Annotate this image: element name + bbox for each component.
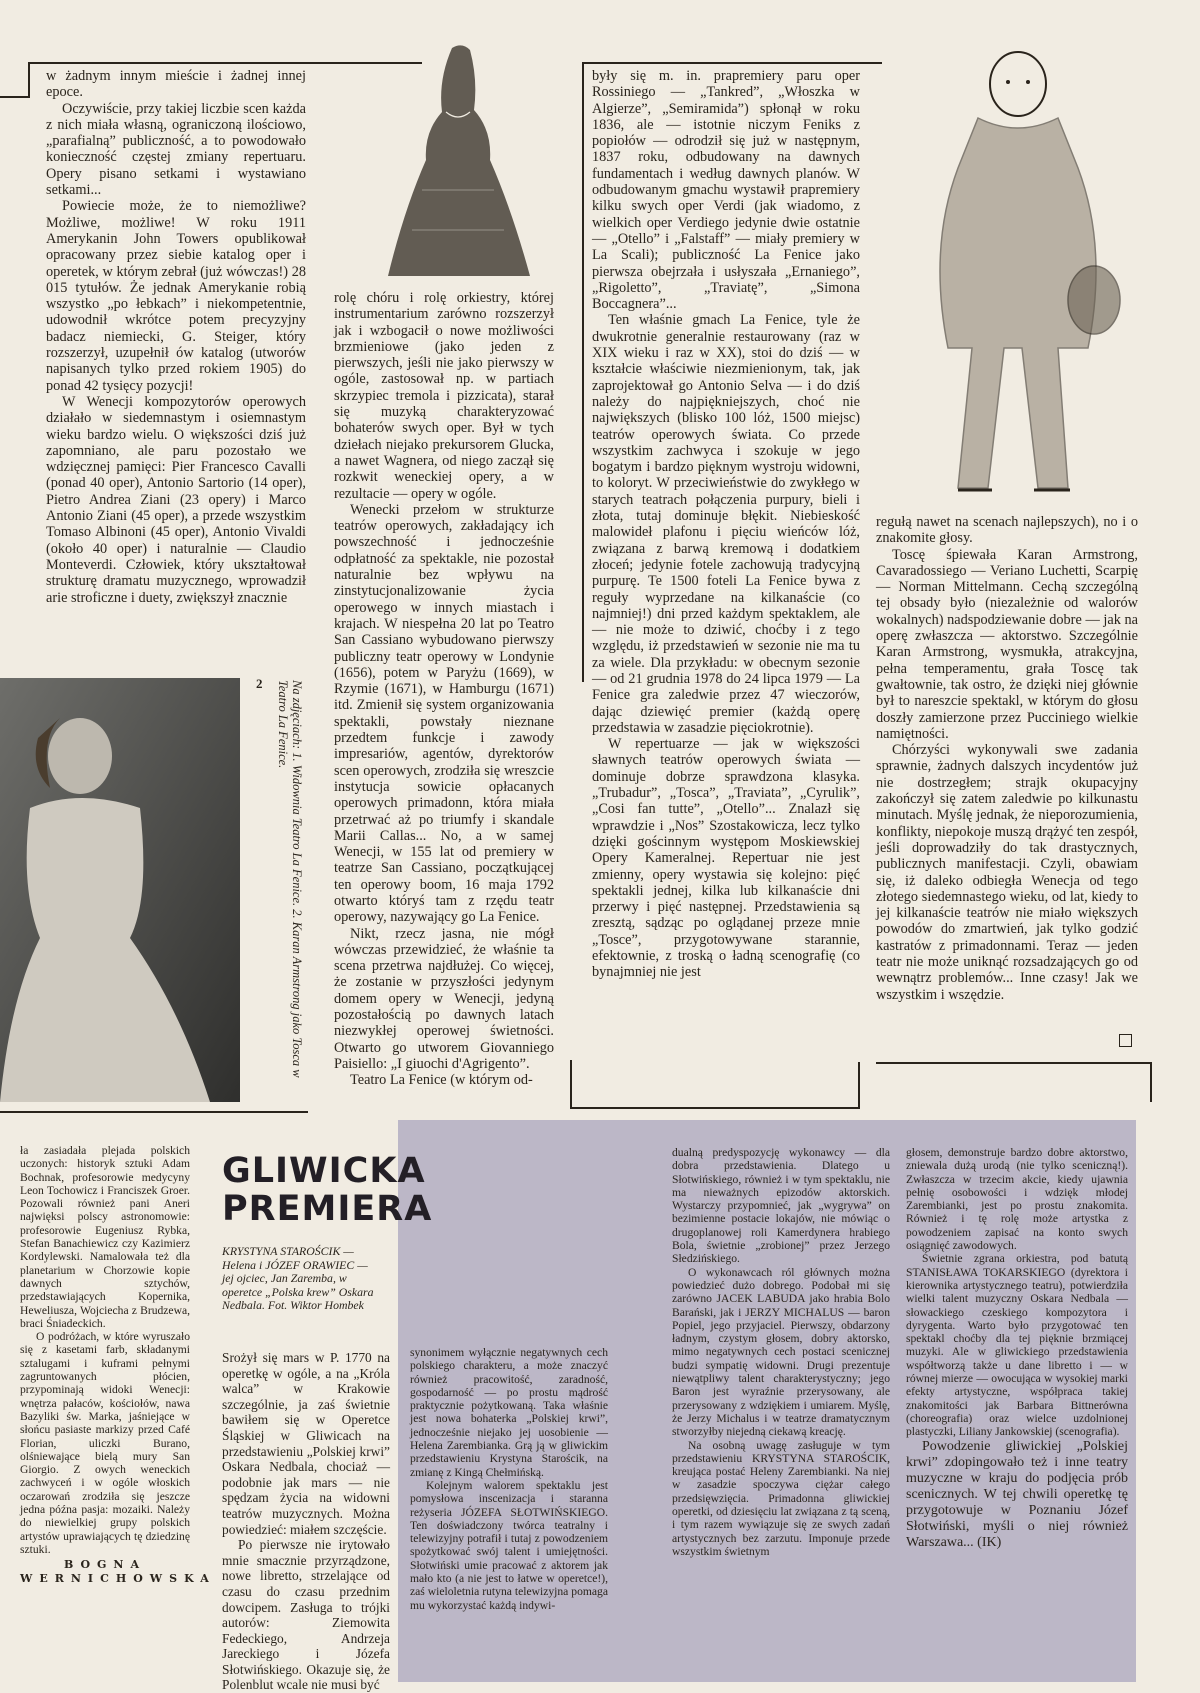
illustration-hooded-figure xyxy=(382,40,534,280)
review-paragraph: O wykonawcach ról głównych można powiedzieć dużo dobrego. Podobał mi się zarówno JACEK LABUDA jako hrabia Bolo Barański, jak i JERZY MICHALUS — baron Popiel, jego przyjaciel. Pierwszy, obdarzony ładnym, czystym głosem, dobry aktorsko, mimo negatywnych cech postaci scenicznej budzi sympatię widowni. Drugi prezentuje niewątpliwy talent charakterystyczny; jego Baron jest wyraźnie przerysowany, ale przerysowany z wdziękiem i umiarem. Myślę, że Jerzy Michalus i w teatrze dramatycznym stworzyłby niejedną ciekawą kreację. xyxy=(672,1265,890,1439)
side-article-paragraph: O podróżach, w które wyruszało się z kasetami farb, składanymi sztalugami i kuframi pełnymi zagruntowanych płócien, przypominają widoki Wenecji: wnętrza pałaców, kościołów, nawa Bazyliki św. Marka, jaśniejące w słońcu pasiaste markizy przed Café Florian, uliczki Burano, olśniewające bielą mury San Giorgio. Z owych weneckich zachwyceń i w ogóle włoskich oczarowań zrodziła się jeszcze jedna późna pasja: mozaiki. Należy do niewielkiej grupy polskich artystów uprawiających tę dziedzinę sztuki. xyxy=(20,1330,190,1556)
top-rule-left xyxy=(0,96,30,98)
review-paragraph: Kolejnym walorem spektaklu jest pomysłowa inscenizacja i staranna reżyseria JÓZEFA SŁOTWIŃSKIEGO. Ten doświadczony twórca teatralny i telewizyjny potrafił i tutaj z powodzeniem spożytkować swój talent i umiejętności. Słotwiński umie pracować z aktorem jak mało kto (a nie jest to łatwe w operetce!), zaś wieloletnia rutyna telewizyjna pomaga mu wykorzystać każdą indywi- xyxy=(410,1478,608,1612)
top-rule-left-vertical xyxy=(28,62,30,98)
article-paragraph: regułą nawet na scenach najlepszych), no i o znakomite głosy. xyxy=(876,514,1138,547)
frame-col3-left xyxy=(582,62,584,682)
illustration-pierrot-figure xyxy=(918,48,1134,510)
article-paragraph: były się m. in. prapremiery paru oper Rossiniego — „Tankred”, „Włoszka w Algierze”, „Semiramida”) spłonął w roku 1836, ale — istotnie niczym Feniks z popiołów — odrodził się już w następnym, 1837 roku, odbudowany na dawnych fundamentach i według dawnych planów. W odbudowanym gmachu wystawił prapremiery kilku swych oper Verdi (jak wiadomo, z wielkich oper Verdiego jedynie dwie ostatnie — „Otello” i „Falstaff” — miały premiery w La Scali); publiczność La Fenice jako pierwsza obejrzała i usłyszała „Ernaniego”, „Rigoletto”, „Traviatę”, „Simona Boccagnera”... xyxy=(592,68,860,313)
article-paragraph: Wenecki przełom w strukturze teatrów operowych, zakładający ich powszechność i jednocześnie odpłatność za spektakle, nie pozostał naturalnie bez wpływu na zinstytucjonalizowanie życia operowego w innych miastach i krajach. W niespełna 20 lat po Teatro San Cassiano wybudowano pierwszy publiczny teatr operowy w Londynie (1656), potem w Paryżu (1669), w Rzymie (1671), w Hamburgu (1671) itd. Zmienił się system organizowania spektakli, powstały nieznane przedtem funkcje i zawody impresariów, agentów, dyrektorów scen operowych, zrodziła się wreszcie instytucja sowicie opłacanych operowych primadonn, która miała przetrwać aż po triumfy i skandale Marii Callas... No, a w samej Wenecji, w 155 lat od premiery w teatrze San Cassiano, początkującej ten operowy boom, 16 maja 1792 otwarto któryś tam z rzędu teatr operowy, nazywający go La Fenice. xyxy=(334,501,554,926)
review-column-4 xyxy=(906,1146,1128,1676)
review-paragraph: Na osobną uwagę zasługuje w tym przedstawieniu KRYSTYNA STAROŚCIK, kreująca postać Heleny Zarembianki. Na niej w zasadzie spoczywa ciężar całego przedsięwzięcia. Primadonna gliwickiej operetki, od dziesięciu lat związana z tą sceną, i tym razem wywiązuje się ze swych zadań artystycznych bez zarzutu. Imponuje przede wszystkim świetnym xyxy=(672,1438,890,1558)
frame-bottom-rule xyxy=(570,1107,860,1109)
review-column-1 xyxy=(222,1350,390,1693)
photo-karan-armstrong-tosca xyxy=(0,678,240,1102)
top-rule-col1 xyxy=(28,62,422,64)
article-paragraph: Oczywiście, przy takiej liczbie scen każda z nich miała własną, ograniczoną ilościowo, „parafialną” publiczność, a to powodowało konieczność częstej zmiany repertuaru. Opery pisano setkami i wystawiano setkami... xyxy=(46,100,306,199)
review-photo-caption: KRYSTYNA STAROŚCIK — Helena i JÓZEF ORAWIEC — jej ojciec, Jan Zaremba, w operetce „Polska krew” Oskara Nedbala. Fot. Wiktor Hombek xyxy=(222,1244,374,1312)
side-article-signature: BOGNA WERNICHOWSKA xyxy=(20,1558,216,1585)
article-column-3 xyxy=(592,68,860,1104)
article-paragraph: Powiecie może, że to niemożliwe? Możliwe, możliwe! W roku 1911 Amerykanin John Towers opublikował opracowany przez siebie katalog oper i operetek, w którym zebrał (już wówczas!) 28 015 tytułów. Że jednak Amerykanie robią wszystko „po łebkach” i niekompetentnie, udowodnił wkrótce potem precyzyjny badacz niemiecki, G. Steiger, który rozszerzył, uzupełnił ów katalog (utworów napisanych tylko przed rokiem 1905) do ponad 42 tysięcy pozycji! xyxy=(46,198,306,394)
top-rule-col3 xyxy=(582,62,882,64)
review-paragraph: Świetnie zgrana orkiestra, pod batutą STANISŁAWA TOKARSKIEGO (dyrektora i kierownika artystycznego teatru), potwierdziła wielki talent muzyczny Oskara Nedbala — słowackiego czeskiego kompozytora i dyrygenta. Warto było przygotować ten spektakl choćby dla tej pięknie brzmiącej muzyki. Ale w gliwickiego przedstawienia współtworzą także u dane libretto i — w równej mierze — owocująca w wysokiej marki efekty artystyczne, współpraca takiej znakomitości jak Barbara Bittnerówna (choreografia) oraz wielce uzdolnionej plastyczki, Liliany Jankowskiej (scenografia). xyxy=(906,1252,1128,1439)
review-paragraph: Srożył się mars w P. 1770 na operetkę w ogóle, a na „Króla walca” w Krakowie szczególnie, ja zaś świetnie bawiłem się w Operetce Śląskiej w Gliwicach na przedstawieniu „Polskiej krwi” Oskara Nedbala, chociaż — podobnie jak mars — nie spędzam życia na widowni teatrów muzycznych. Można powiedzieć: miałem szczęście. xyxy=(222,1350,390,1537)
review-paragraph: dualną predyspozycję wykonawcy — dla dobra przedstawienia. Dlatego u Słotwińskiego, również i w tym spektaklu, nie ma nieważnych epizodów aktorskich. Wystarczy przypomnieć, jak „wygrywa” on bezimienne postacie lokajów, nie mówiąc o drugoplanowej roli Kamerdynera hrabiego Bola, świetnie „zrobionej” przez Jerzego Słedzińskiego. xyxy=(672,1146,890,1266)
side-article-column xyxy=(20,1144,216,1682)
article-column-1 xyxy=(46,68,306,668)
article-column-2 xyxy=(334,290,554,1089)
review-title-line-1: GLIWICKA xyxy=(222,1151,426,1191)
article-paragraph: rolę chóru i rolę orkiestry, której instrumentarium zarówno rozszerzył jak i wzbogacił o nowe możliwości brzmieniowe (jako jeden z pierwszych, jeśli nie jako pierwszy w ogóle, zastosował np. w partiach skrzypiec tremola i pizzicata), starał się muzyką charakteryzować bohaterów swych oper. Był w tych dziełach niejako prekursorem Glucka, a nawet Wagnera, od niego zaczął się rozkwit weneckiej opery, a w rezultacie — opery w ogóle. xyxy=(334,290,554,502)
article-end-mark xyxy=(1119,1034,1132,1047)
review-paragraph: głosem, demonstruje bardzo dobre aktorstwo, zniewala dużą urodą (nie tylko sceniczną!). Zwłaszcza w trzecim akcie, kiedy ujawnia pełnię osobowości i wdzięk młodej Zarembianki, jest po prostu znakomita. Również i tę rolę może artystka z powodzeniem zapisać na konto swych osiągnięć zawodowych. xyxy=(906,1146,1128,1253)
frame-col2-bottom-left xyxy=(570,1060,572,1108)
review-paragraph: Powodzenie gliwickiej „Polskiej krwi” zdopingowało też i inne teatry muzyczne w kraju do podjęcia prób scenicznych. W tej chwili operetkę tę przygotowuje w Poznaniu Józef Słotwiński, myśli o niej również Warszawa... (IK) xyxy=(906,1438,1128,1550)
review-column-3 xyxy=(672,1146,890,1676)
review-title-line-2: PREMIERA xyxy=(222,1189,433,1229)
frame-col4-left xyxy=(876,1062,1151,1064)
review-paragraph: Po pierwsze nie irytowało mnie smacznie przyrządzone, nowe libretto, strzelające od czasu do czasu przednim dowcipem. Zasługa to trójki autorów: Ziemowita Fedeckiego, Andrzeja Jareckiego i Józefa Słotwińskiego. Okazuje się, że Polenblut wcale nie musi być xyxy=(222,1537,390,1693)
photo-number: 2 xyxy=(256,676,263,691)
article-paragraph: W Wenecji kompozytorów operowych działało w siedemnastym i osiemnastym wieku bardzo wielu. O większości dziś już zapomniano, ale paru pozostało we wdzięcznej pamięci: Pier Francesco Cavalli (ponad 40 oper), Antonio Sartorio (14 oper), Pietro Andrea Ziani (23 opery) i Marco Antonio Ziani (45 oper), a przede wszystkim Tomaso Albinoni (45 oper), Antonio Vivaldi (około 40 oper) i naturalnie — Claudio Monteverdi. Człowiek, który ukształtował strukturę dramatu muzycznego, wprowadził arie stroficzne i duety, zwiększył znacznie xyxy=(46,393,306,606)
article-paragraph: Chórzyści wykonywali swe zadania sprawnie, żadnych dalszych incydentów już nie dostrzegłem; strajk okupacyjny zakończył się zatem zaledwie po kilkunastu minutach. Myślę jednak, że nieporozumienia, konflikty, niepokoje muszą drążyć ten zespół, jeśli doprowadziły do tak drastycznych, publicznych manifestacji. Czyli, obawiam się, iż daleko odbiegła Wenecja od tego złotego siedemnastego wieku, od lat, kiedy to jej kilkanaście teatrów nie miało większych powodów do zmartwień, jak tylko godzić kastratów z primadonnami. Teraz — jeden teatr nie może uniknąć rozsadzających go od wewnątrz problemów... Inne czasy! Jak we wszystkim i wszędzie. xyxy=(876,742,1138,1003)
frame-col4-right xyxy=(1150,1062,1152,1102)
article-paragraph: Ten właśnie gmach La Fenice, tyle że dwukrotnie generalnie restaurowany (raz w XIX wieku i raz w XX), stoi do dziś — w kształcie właściwie niezmienionym, tak, jak zaprojektował go Antonio Selva — i do dziś należy do najpiękniejszych, choć nie największych (blisko 100 lóż, 1500 miejsc) teatrów operowych świata. Co przede wszystkim zachwyca i szokuje w jego bogatym i bardzo pięknym wystroju widowni, to koloryt. W przeciwieństwie do zwykłego w starych teatrach połączenia purpury, bieli i złota, tutaj dominuje błękit. Niebieskość malowideł plafonu i pięciu wieńców lóż, związana z barwą kremową i dodatkiem złoceń; jedynie fotele zachowują tradycyjną purpurę. Te 1500 foteli La Fenice bywa z reguły wyprzedane na kilkanaście (co najmniej!) dni przed każdym spektaklem, ale — nie może to dziwić, choćby i z tego względu, iż przedstawień w sezonie nie ma tu za wiele. Dla przykładu: w obecnym sezonie — od 21 grudnia 1978 do 24 lipca 1979 — La Fenice gra zaledwie przez 47 wieczorów, dając dziewięć premier (każdą operę przedstawia w zasadzie pięciokrotnie). xyxy=(592,312,860,736)
article-paragraph: Teatro La Fenice (w którym od- xyxy=(350,1072,533,1089)
article-paragraph: Toscę śpiewała Karan Armstrong, Cavaradossiego — Veriano Luchetti, Scarpię — Norman Mittelmann. Cechą szczególną tej obsady było (niezależnie od walorów wokalnych) nadspodziewanie dobre — jak na operę zwłaszcza — aktorstwo. Szczególnie Karan Armstrong, wysmukła, atrakcyjna, pełna temperamentu, grała Toscę tak gwałtownie, tak ostro, że dzięki niej głównie był to nareszcie spektakl, w którym do głosu doszły zamierzone przez Pucciniego wielkie namiętności. xyxy=(876,546,1138,742)
review-column-2 xyxy=(410,1346,608,1676)
article-paragraph: Nikt, rzecz jasna, nie mógł wówczas przewidzieć, że właśnie ta scena przetrwa najdłużej. Co więcej, że zostanie w przyszłości jedynym domem opery w Wenecji, jedyną pozostałością po dawnych latach niezwykłej operowej świetności. Otwarto go utworem Giovanniego Paisiello: „I giuochi d'Agrigento”. xyxy=(334,925,554,1072)
frame-lower-left xyxy=(0,1111,308,1113)
article-column-4 xyxy=(876,514,1138,1059)
review-paragraph: synonimem wyłącznie negatywnych cech polskiego charakteru, a może znaczyć również pracowitość, zaradność, gospodarność — po prostu mądrość praktycznie pożytkowaną. Taka właśnie jest nowa bohaterka „Polskiej krwi”, jednocześnie niejako jej uosobienie — Helena Zarembianka. Grą ją w gliwickim przedstawieniu Krystyna Starościk, na zmianę z Kingą Chełmińską. xyxy=(410,1346,608,1479)
photo-caption: Na zdjęciach: 1. Widownia Teatro La Fenice. 2. Karan Armstrong jako Tosca w Teatro La Fenice. xyxy=(276,680,304,1078)
side-article-paragraph: ła zasiadała plejada polskich uczonych: historyk sztuki Adam Bochnak, profesorowie medycyny Leon Tochowicz i Franciszek Groer. Pozowali również pani Aneri najwięksi polscy astronomowie: profesorowie Eugeniusz Rybka, Stefan Banachiewicz czy Kazimierz Kordylewski. Namalowała też dla planetarium w Chorzowie kopie dawnych sztychów, przedstawiających Kopernika, Heweliusza, Wojciecha z Brudzewa, braci Śniadeckich. xyxy=(20,1144,190,1330)
article-paragraph: w żadnym innym mieście i żadnej innej epoce. xyxy=(46,68,306,101)
article-paragraph: W repertuarze — jak w większości sławnych teatrów operowych świata — dominuje dobrze sprawdzona klasyka. „Trubadur”, „Tosca”, „Traviata”, „Cyrulik”, „Cosi fan tutte”, „Otello”... Znalazł się wprawdzie i „Nos” Szostakowicza, lecz tylko dzięki gościnnym występom Moskiewskiej Opery Kameralnej. Repertuar nie jest zmienny, opery wystawia się kolejno: pięć spektakli jednej, kilka lub kilkanaście dni przerwy i pięć następnej. Przedstawienia są zresztą, sądząc po oglądanej przeze mnie „Tosce”, przygotowywane starannie, efektownie, z troską o ładną scenografię (co bynajmniej nie jest xyxy=(592,736,860,981)
